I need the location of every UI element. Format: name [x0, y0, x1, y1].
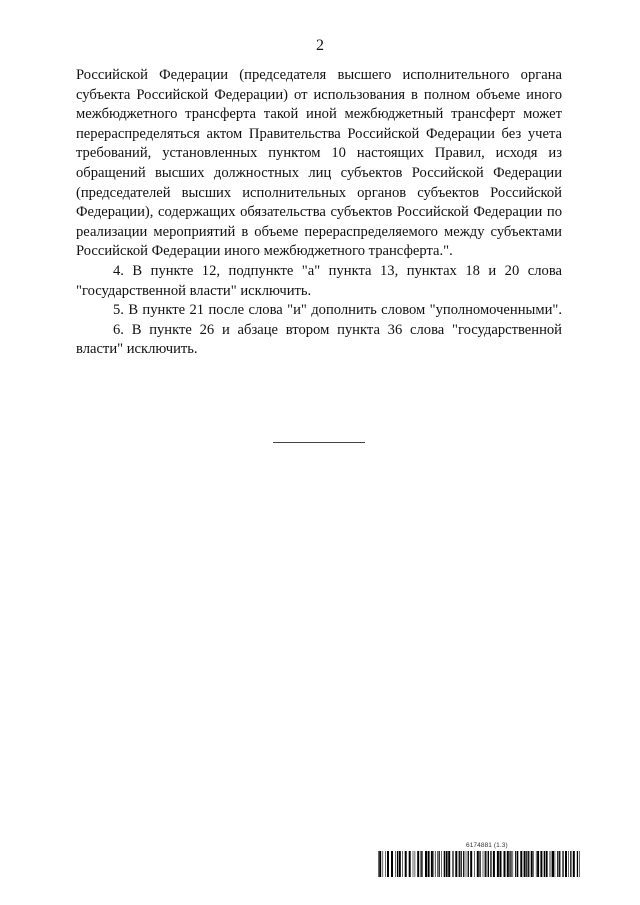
barcode-bar	[515, 851, 516, 877]
barcode-bar	[441, 851, 442, 877]
barcode-bar	[565, 851, 567, 877]
barcode-bar	[470, 851, 472, 877]
barcode-bar	[555, 851, 556, 877]
barcode-bar	[461, 851, 462, 877]
barcode-bar	[402, 851, 403, 877]
barcode-bar	[468, 851, 469, 877]
barcode-bar	[513, 851, 514, 877]
barcode-bar	[378, 851, 379, 877]
barcode-bar	[463, 851, 464, 877]
document-text	[76, 66, 562, 360]
paragraph-item-5: 5. В пункте 21 после слова "и" дополнить словом "уполномоченными".	[113, 302, 562, 319]
barcode-bar	[453, 851, 454, 877]
barcode-bar	[413, 851, 414, 877]
barcode-bar	[421, 851, 422, 877]
barcode-bar	[477, 851, 479, 877]
barcode-bar	[562, 851, 563, 877]
barcode-bar	[520, 851, 522, 877]
paragraph-item-6: 6. В пункте 26 и абзаце втором пункта 36 слова "государственной власти" исключить.	[76, 321, 562, 358]
barcode-bar	[577, 851, 578, 877]
barcode-bar	[437, 851, 438, 877]
barcode-bar	[546, 851, 548, 877]
barcode-bar	[490, 851, 491, 877]
barcode-bar	[422, 851, 423, 877]
barcode-bar	[417, 851, 419, 877]
barcode-bar	[559, 851, 560, 877]
barcode-bar	[570, 851, 571, 877]
barcode-bar	[509, 851, 510, 877]
barcode-bar	[399, 851, 401, 877]
barcode-bar	[552, 851, 554, 877]
paragraph-item-4: 4. В пункте 12, подпункте "а" пункта 13, пунктах 18 и 20 слова "государственной власти" исключить.	[76, 262, 562, 299]
barcode-bar	[536, 851, 537, 877]
paragraph-continuation: Российской Федерации (председателя высшего исполнительного органа субъекта Российской Федерации) от использования в полном объеме иного межбюджетного трансферта такой иной межбюджетный трансферт может перераспределяться актом Правительства Российской Федерации без учета требований, установленных пунктом 10 настоящих Правил, исходя из обращений высших должностных лиц субъектов Российской Федерации (председателей высших исполнительных органов субъектов Российской Федерации), содержащих обязательства субъектов Российской Федерации по реализации мероприятий в объеме перераспределяемого между субъектами Российской Федерации иного межбюджетного трансферта.".	[76, 67, 562, 260]
barcode-bar	[387, 851, 389, 877]
barcode-bar	[493, 851, 495, 877]
barcode-bar	[428, 851, 430, 877]
barcode-bar	[557, 851, 558, 877]
barcode-bar	[446, 851, 448, 877]
barcode-bar	[483, 851, 484, 877]
barcode-bar	[385, 851, 386, 877]
barcode-bar	[405, 851, 407, 877]
barcode-bar	[500, 851, 502, 877]
barcode-bar	[488, 851, 489, 877]
barcode-bar	[466, 851, 467, 877]
barcode-bar	[537, 851, 539, 877]
barcode-bar	[568, 851, 569, 877]
barcode-bar	[528, 851, 529, 877]
barcode-bar	[517, 851, 518, 877]
barcode-bar	[409, 851, 411, 877]
barcode-bar	[395, 851, 396, 877]
barcode-bar	[397, 851, 398, 877]
barcode-bar	[434, 851, 435, 877]
barcode-bar	[573, 851, 575, 877]
barcode-bar	[379, 851, 381, 877]
barcode-bar	[425, 851, 427, 877]
barcode-bar	[452, 851, 453, 877]
barcode-bar	[507, 851, 509, 877]
barcode-bar	[391, 851, 393, 877]
barcode-bar	[439, 851, 440, 877]
barcode-bar	[533, 851, 534, 877]
barcode-bar	[383, 851, 384, 877]
barcode-bar	[431, 851, 433, 877]
barcode-bar	[550, 851, 551, 877]
barcode-bar	[579, 851, 580, 877]
barcode-bar	[435, 851, 436, 877]
barcode-bar	[455, 851, 457, 877]
barcode-bar	[479, 851, 480, 877]
barcode	[378, 851, 580, 877]
barcode-bar	[459, 851, 460, 877]
page-number: 2	[316, 37, 324, 54]
barcode-bar	[540, 851, 542, 877]
barcode-bar	[474, 851, 475, 877]
barcode-bar	[504, 851, 506, 877]
barcode-bar	[448, 851, 450, 877]
document-code: 6174881 (1.3)	[466, 842, 508, 849]
barcode-bar	[415, 851, 416, 877]
barcode-bar	[551, 851, 552, 877]
barcode-bar	[524, 851, 526, 877]
barcode-bar	[544, 851, 545, 877]
end-separator-line	[273, 442, 365, 443]
barcode-bar	[497, 851, 499, 877]
barcode-bar	[511, 851, 512, 877]
barcode-bar	[487, 851, 488, 877]
barcode-bar	[485, 851, 486, 877]
barcode-bar	[526, 851, 527, 877]
barcode-bar	[531, 851, 533, 877]
barcode-bar	[444, 851, 445, 877]
